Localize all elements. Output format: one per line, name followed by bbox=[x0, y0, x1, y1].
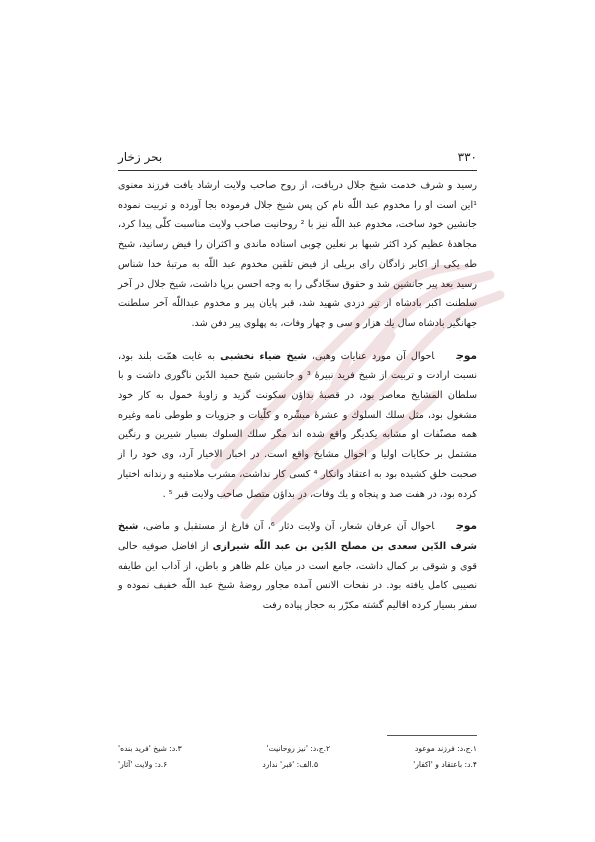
footnote: ۳.د: شیخ 'فرید بنده' bbox=[118, 744, 182, 753]
page-number: ۳۳۰ bbox=[457, 150, 477, 164]
text-line: چوبی استاده ماندی و اکثران را فیض رسانید، شیخ طه یکی از اکابر زادگان رای bbox=[118, 239, 478, 270]
running-header bbox=[118, 150, 477, 168]
header-rule bbox=[118, 170, 477, 171]
footnotes bbox=[118, 741, 477, 773]
text-line: بلند بود، نسبت ارادت و تربیت از شیخ فرید نبیرهٔ ³ و جانشین شیخ حمید الدّین bbox=[118, 350, 477, 382]
footnote: ۵.الف: 'قبر' ندارد bbox=[262, 760, 319, 769]
text-line: صوفیه حالی قوی و شوقی بر کمال داشت، جامع است در میان علم ظاهر و باطن، bbox=[118, 540, 477, 572]
text-line: و جزویات و طوطی نامه وغیره همه مصنّفات او مشابه یکدیگر واقع شده اند مگر bbox=[118, 409, 478, 441]
text-line: آورده و تربیت نموده جانشین خود ساخت، مخدوم عبد اللّه نیز با ² روحانیت bbox=[118, 199, 477, 231]
text-line: واقع است. در اخبار الاخیار آرد، وی خود را از صحبت خلق کشیده بود به اعتقاد bbox=[118, 449, 478, 480]
text-line: از افاضل bbox=[171, 540, 213, 552]
footnote: ۱.ج،د: فرزند موعود bbox=[414, 744, 477, 753]
text-line: احوال آن عرفان شعار، آن ولایت دثار ⁶، آن فارغ از مستقبل و bbox=[174, 521, 435, 533]
text-line: احوال آن مورد عنایات وهبی، bbox=[306, 350, 435, 362]
footnote-row bbox=[118, 757, 477, 773]
text-line: صد و پنجاه و یك وفات، در بداؤن متصل صاحب ولایت قبر ⁵ . bbox=[162, 488, 403, 500]
text-line: ماضی، bbox=[138, 521, 171, 533]
text-line: بریلی از فیض تلقین مخدوم عبد اللّه به مرتبهٔ خدا شناس رسید بعد پیر جانشین شد bbox=[118, 258, 477, 290]
text-line: بادشاه سال یك هزار و سی و چهار وفات، به پهلوی پیر دفن شد. bbox=[191, 317, 445, 329]
footnote: ۲.ج،د: 'نیز روحانیت' bbox=[266, 744, 331, 753]
text-line: زاویهٔ خمول به کار خود مشغول بود، مثل سلك السلوك و عشرهٔ مبشّره و کلّیات bbox=[118, 390, 477, 421]
main-text bbox=[118, 176, 477, 616]
text-line: رسید و شرف خدمت شیخ جلال دریافت، از روح صاحب ولایت ارشاد یافت bbox=[173, 180, 477, 191]
section-heading: موج bbox=[456, 349, 477, 362]
text-line: صاحب ولایت مناسبت کلّی پیدا کرد، مجاهدهٔ عظیم کرد اکثر شبها بر نعلین bbox=[118, 219, 477, 251]
section-heading: موج bbox=[456, 520, 477, 533]
text-line: به غایت همّت bbox=[156, 350, 221, 362]
running-title: بحر زخار bbox=[118, 150, 163, 164]
paragraph-2 bbox=[118, 347, 477, 505]
text-line: از آداب این طایفه نصیبی کامل یافته بود. در نفحات الانس آمده مجاور روضهٔ bbox=[118, 560, 477, 592]
text-line: فرزند معنوی ¹این است او را مخدوم عبد اللّه نام کن پس شیخ جلال فرموده بجا bbox=[118, 180, 477, 211]
text-line: سلك السلوك بسیار شیرین و رنگین مشتمل بر حکایات اولیا و احوال مشایخ bbox=[118, 429, 477, 461]
footnote-row bbox=[118, 741, 477, 757]
paragraph-3 bbox=[118, 517, 477, 616]
text-line: و حقوق سجّادگی را به وجه احسن برپا داشت، شیخ جلال در آخر سلطنت اکبر bbox=[118, 278, 477, 310]
person-name: شیخ ضیاء نخشبی bbox=[220, 350, 307, 362]
footnote: ۴.د: باعتقاد و 'اکفار' bbox=[413, 760, 477, 769]
paragraph-1 bbox=[118, 176, 477, 334]
text-line: بادشاه از تیر دزدی شهید شد، قبر پایان پیر و مخدوم عبداللّه آخر سلطنت جهانگیر bbox=[118, 298, 477, 329]
text-line: وانکار ⁴ کسی کار نداشت، مشرب ملامتیه و رندانه اختیار کرده بود، در هفت bbox=[118, 468, 477, 500]
footnote-rule bbox=[387, 735, 477, 736]
person-name: شیخ شرف الدّین سعدی بن مصلح الدّین بن عبد اللّه شیرازی bbox=[118, 521, 477, 552]
footnote: ۶.د: ولایت 'آثار' bbox=[118, 760, 168, 769]
text-line: شیخ عبد اللّه خفیف نموده و سفر بسیار کرده اقالیم گشته مکرّر به حجاز پیاده رفت bbox=[118, 580, 477, 612]
text-line: ناگوری داشت و با سلطان المشایخ معاصر بود، در قصبهٔ بداؤن سکونت گزید و bbox=[118, 370, 477, 402]
